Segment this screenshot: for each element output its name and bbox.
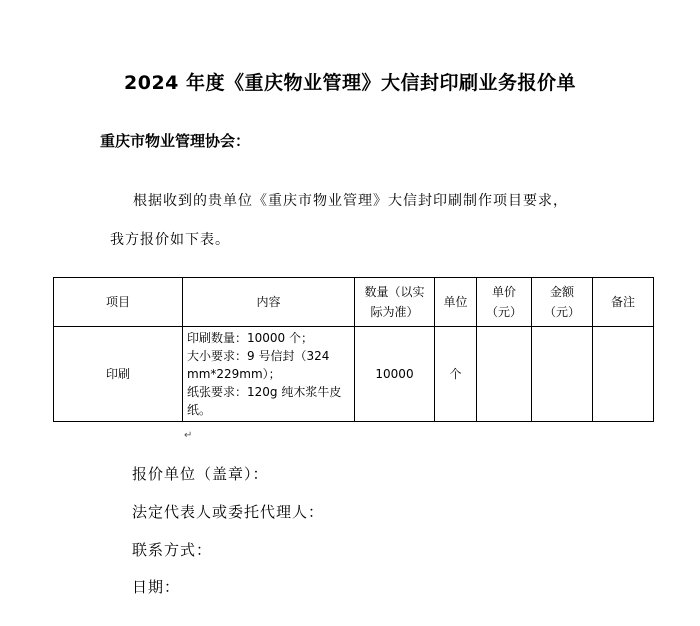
cell-unit-price bbox=[477, 327, 532, 422]
header-unit-price-line1: 单价 bbox=[491, 285, 516, 299]
date-label: 日期： bbox=[132, 578, 181, 596]
legal-representative-label: 法定代表人或委托代理人： bbox=[132, 503, 325, 521]
cell-unit: 个 bbox=[435, 327, 477, 422]
intro-paragraph-line2: 我方报价如下表。 bbox=[110, 232, 230, 248]
quote-table bbox=[53, 277, 654, 422]
header-amount bbox=[532, 278, 593, 327]
table-header-row bbox=[54, 278, 654, 327]
content-line-size: 大小要求：9 号信封（324 mm*229mm）； bbox=[187, 349, 330, 381]
header-unit-price bbox=[477, 278, 532, 327]
addressee: 重庆市物业管理协会： bbox=[100, 132, 251, 150]
cell-quantity: 10000 bbox=[355, 327, 435, 422]
document-title: 2024 年度《重庆物业管理》大信封印刷业务报价单 bbox=[124, 72, 576, 94]
header-unit-price-line2: （元） bbox=[485, 305, 522, 319]
intro-paragraph-line1: 根据收到的贵单位《重庆市物业管理》大信封印刷制作项目要求， bbox=[133, 193, 568, 209]
quoting-unit-label: 报价单位（盖章）： bbox=[132, 465, 269, 483]
header-quantity-line1: 数量（以实 bbox=[364, 285, 425, 299]
content-line-quantity: 印刷数量：10000 个； bbox=[187, 331, 313, 345]
content-line-paper: 纸张要求：120g 纯木浆牛皮纸。 bbox=[187, 385, 342, 417]
cell-content bbox=[183, 327, 355, 422]
cell-amount bbox=[532, 327, 593, 422]
header-quantity-line2: 际为准） bbox=[370, 305, 419, 319]
header-quantity bbox=[355, 278, 435, 327]
header-remarks: 备注 bbox=[593, 278, 654, 327]
cell-item: 印刷 bbox=[54, 327, 183, 422]
header-amount-line2: （元） bbox=[543, 305, 580, 319]
contact-label: 联系方式： bbox=[132, 541, 213, 559]
header-amount-line1: 金额 bbox=[549, 285, 574, 299]
header-item: 项目 bbox=[54, 278, 183, 327]
table-row bbox=[54, 327, 654, 422]
paragraph-mark: ↵ bbox=[184, 430, 193, 441]
header-unit: 单位 bbox=[435, 278, 477, 327]
cell-remarks bbox=[593, 327, 654, 422]
header-content: 内容 bbox=[183, 278, 355, 327]
